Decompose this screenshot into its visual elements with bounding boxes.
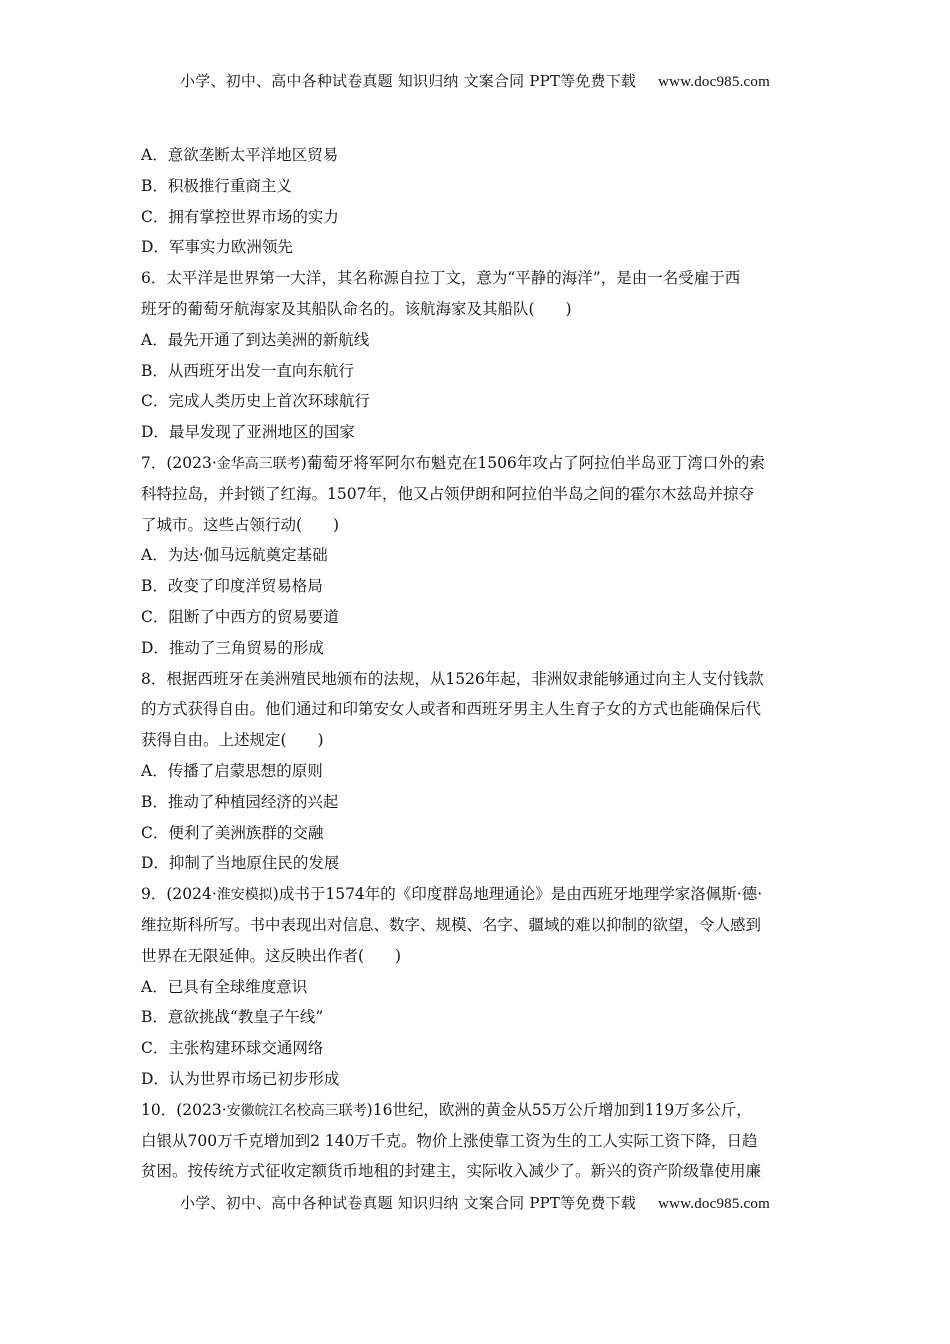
question-stem-line: 了城市。这些占领行动( ) [141,515,340,534]
option-a: A．意欲垄断太平洋地区贸易 [141,146,339,164]
option-d: D．抑制了当地原住民的发展 [141,854,340,873]
question-stem-line: 的方式获得自由。他们通过和印第安女人或者和西班牙男主人生育子女的方式也能确保后代 [141,700,762,719]
option-a: A．最先开通了到达美洲的新航线 [141,330,370,349]
question-stem-line: 白银从700万千克增加到2 140万千克。物价上涨使靠工资为生的工人实际工资下降，日趋 [141,1131,758,1150]
header-text: 小学、初中、高中各种试卷真题 知识归纳 文案合同 PPT等免费下载 [180,72,637,90]
question-8 [141,664,811,880]
option-a: A．传播了启蒙思想的原则 [141,761,323,780]
option-b: B．从西班牙出发一直向东航行 [141,361,354,380]
option-b: B．意欲挑战“教皇子午线” [141,1008,324,1027]
option-d: D．推动了三角贸易的形成 [141,638,324,657]
option-a: A．已具有全球维度意识 [141,977,308,996]
header-site-link[interactable]: www.doc985.com [658,74,770,90]
question-stem-line: 贫困。按传统方式征收定额货币地租的封建主，实际收入减少了。新兴的资产阶级靠使用廉 [141,1162,762,1181]
question-stem-text: )葡萄牙将军阿尔布魁克在1506年攻占了阿拉伯半岛亚丁湾口外的索 [300,453,765,472]
question-stem-line: 6．太平洋是世界第一大洋，其名称源自拉丁文，意为“平静的海洋”，是由一名受雇于西 [141,269,741,288]
option-d: D．军事实力欧洲领先 [141,238,293,257]
question-stem-line: 8．根据西班牙在美洲殖民地颁布的法规，从1526年起，非洲奴隶能够通过向主人支付钱款 [141,669,764,688]
footer-text: 小学、初中、高中各种试卷真题 知识归纳 文案合同 PPT等免费下载 [180,1194,637,1212]
option-d: D．最早发现了亚洲地区的国家 [141,423,355,442]
question-source: 淮安模拟 [216,886,273,903]
question-content [141,140,811,1187]
question-stem-line [141,879,811,910]
question-number: 9．(2024· [141,885,217,904]
question-number: 10．(2023· [141,1100,227,1119]
question-stem-text: )16世纪，欧洲的黄金从55万公斤增加到119万多公斤， [366,1100,752,1119]
question-10 [141,1095,811,1187]
question-5-options [141,140,811,263]
page-footer [0,1192,950,1213]
option-d: D．认为世界市场已初步形成 [141,1069,340,1088]
option-b: B．改变了印度洋贸易格局 [141,577,323,596]
question-stem-line: 科特拉岛，并封锁了红海。1507年，他又占领伊朗和阿拉伯半岛之间的霍尔木兹岛并掠夺 [141,484,754,503]
option-c: C．完成人类历史上首次环球航行 [141,392,370,411]
page-header [0,70,950,91]
question-6 [141,263,811,448]
option-b: B．积极推行重商主义 [141,176,292,195]
option-c: C．便利了美洲族群的交融 [141,823,324,842]
question-stem-text: )成书于1574年的《印度群岛地理通论》是由西班牙地理学家洛佩斯·德· [272,885,763,904]
option-c: C．拥有掌控世界市场的实力 [141,207,339,226]
question-number: 7．(2023· [141,453,217,472]
option-a: A．为达·伽马远航奠定基础 [141,546,328,565]
question-stem-line: 维拉斯科所写。书中表现出对信息、数字、规模、名字、疆域的难以抑制的欲望，令人感到 [141,915,762,934]
option-b: B．推动了种植园经济的兴起 [141,792,339,811]
question-7 [141,448,811,664]
footer-site-link[interactable]: www.doc985.com [658,1196,770,1212]
question-source: 金华高三联考 [216,454,301,471]
question-stem-line [141,448,811,479]
option-c: C．主张构建环球交通网络 [141,1039,324,1058]
question-stem-line: 获得自由。上述规定( ) [141,731,324,750]
question-stem-line: 班牙的葡萄牙航海家及其船队命名的。该航海家及其船队( ) [141,299,572,318]
question-9 [141,879,811,1095]
question-source: 安徽皖江名校高三联考 [226,1101,367,1118]
question-stem-line [141,1095,811,1126]
question-stem-line: 世界在无限延伸。这反映出作者( ) [141,946,402,965]
option-c: C．阻断了中西方的贸易要道 [141,607,339,626]
